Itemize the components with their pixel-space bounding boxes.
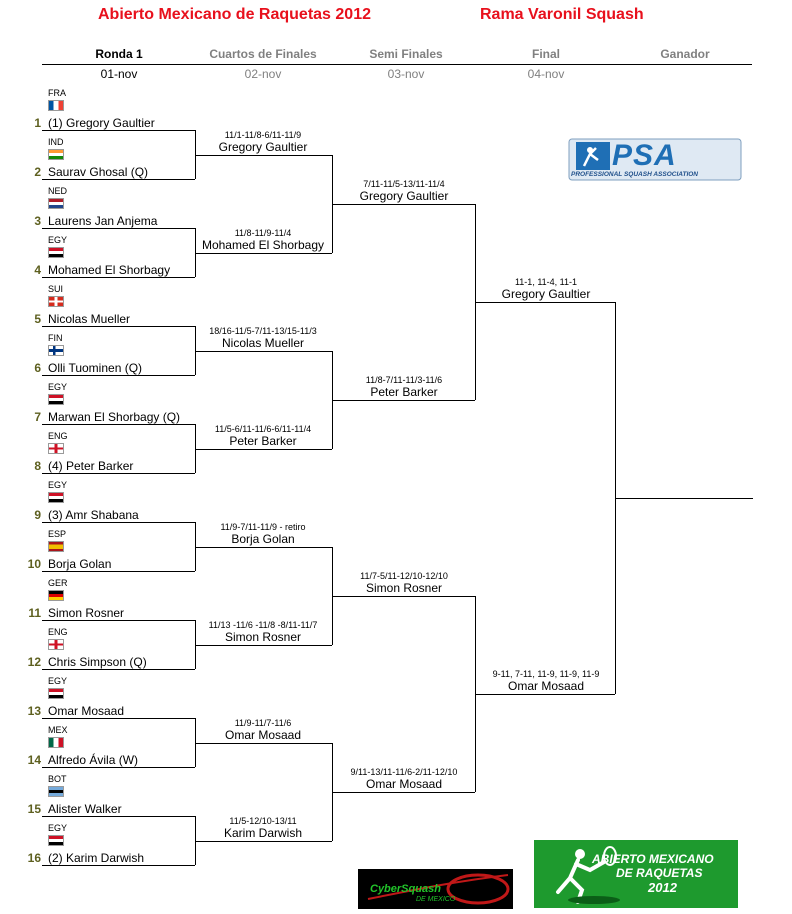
ger-flag-icon [48,590,64,601]
fin-flag-icon [48,345,64,356]
player-name[interactable]: Mohamed El Shorbagy [48,263,171,277]
match-winner[interactable]: Omar Mosaad [365,776,443,791]
bracket-line [615,498,753,499]
country-code: NED [48,186,68,196]
match-winner[interactable]: Gregory Gaultier [218,139,308,154]
amr-logo-line1: ABIERTO MEXICANO [592,852,714,866]
bracket-line [42,375,195,376]
draw-position: 2 [34,165,41,179]
bracket-line [42,620,195,621]
bracket-line [42,277,195,278]
egy-flag-icon [48,688,64,699]
country-code: ENG [48,627,68,637]
match-score: 11/8-11/9-11/4 [234,227,292,238]
round-header: Ganador [660,47,710,61]
country-code: FRA [48,88,66,98]
match-score: 11/8-7/11-11/3-11/6 [365,374,443,385]
eng-flag-icon [48,639,64,650]
round-date: 02-nov [244,67,282,81]
draw-position: 9 [34,508,41,522]
country-code: IND [48,137,64,147]
bracket-line [475,694,615,695]
eng-flag-icon [48,443,64,454]
bracket-line [332,400,475,401]
round-header: Cuartos de Finales [209,47,317,61]
player-name[interactable]: Alfredo Ávila (W) [48,753,139,767]
bracket-line [42,424,195,425]
country-code: EGY [48,823,68,833]
draw-position: 1 [34,116,41,130]
match-winner[interactable]: Mohamed El Shorbagy [201,237,325,252]
match-score: 11/7-5/11-12/10-12/10 [360,570,448,581]
bracket-line [475,302,615,303]
bracket-line [42,767,195,768]
match-score: 11/13 -11/6 -11/8 -8/11-11/7 [208,619,318,630]
match-winner[interactable]: Simon Rosner [224,629,302,644]
player-name[interactable]: Simon Rosner [48,606,125,620]
country-code: EGY [48,676,68,686]
draw-position: 13 [27,704,41,718]
bracket-line [195,351,332,352]
abierto-mexicano-logo [534,840,738,908]
bracket-line [42,816,195,817]
bracket-line [42,326,195,327]
match-score: 11/1-11/8-6/11-11/9 [224,129,302,140]
country-code: EGY [48,480,68,490]
country-code: MEX [48,725,68,735]
bracket-line [195,841,332,842]
bracket-line [195,449,332,450]
round-date: 04-nov [527,67,565,81]
draw-position: 12 [27,655,41,669]
match-winner[interactable]: Simon Rosner [365,580,443,595]
ned-flag-icon [48,198,64,209]
draw-position: 16 [27,851,41,865]
cybersquash-logo [358,869,513,909]
bracket-line [195,253,332,254]
match-winner[interactable]: Omar Mosaad [507,678,585,693]
player-name[interactable]: Borja Golan [48,557,112,571]
player-name[interactable]: (4) Peter Barker [48,459,134,473]
player-name[interactable]: Nicolas Mueller [48,312,131,326]
match-winner[interactable]: Peter Barker [370,384,438,399]
player-name[interactable]: Chris Simpson (Q) [48,655,147,669]
draw-position: 7 [34,410,41,424]
player-name[interactable]: (1) Gregory Gaultier [48,116,155,130]
match-winner[interactable]: Nicolas Mueller [221,335,305,350]
psa-logo-subtext: PROFESSIONAL SQUASH ASSOCIATION [571,171,699,178]
country-code: ESP [48,529,67,539]
match-winner[interactable]: Peter Barker [229,433,297,448]
division-title: Rama Varonil Squash [480,6,644,23]
bracket-line [332,596,475,597]
egy-flag-icon [48,247,64,258]
round-header: Ronda 1 [95,47,143,61]
match-score: 9/11-13/11-11/6-2/11-12/10 [350,766,458,777]
round-date: 01-nov [100,67,138,81]
round-date: 03-nov [387,67,425,81]
esp-flag-icon [48,541,64,552]
bracket-line [42,130,195,131]
draw-position: 8 [34,459,41,473]
player-name[interactable]: (2) Karim Darwish [48,851,145,865]
match-score: 18/16-11/5-7/11-13/15-11/3 [209,325,317,336]
match-winner[interactable]: Omar Mosaad [224,727,302,742]
country-code: GER [48,578,68,588]
match-winner[interactable]: Borja Golan [231,531,295,546]
cybersquash-logo-text: CyberSquash [370,883,441,895]
bracket-line [42,179,195,180]
draw-position: 3 [34,214,41,228]
player-name[interactable]: Laurens Jan Anjema [48,214,158,228]
draw-position: 14 [27,753,41,767]
bracket-line [42,228,195,229]
egy-flag-icon [48,492,64,503]
cybersquash-logo-subtext: DE MEXICO [416,896,456,903]
country-code: FIN [48,333,63,343]
match-winner[interactable]: Gregory Gaultier [501,286,591,301]
ind-flag-icon [48,149,64,160]
amr-logo-line3: 2012 [648,880,677,895]
match-score: 11-1, 11-4, 11-1 [514,276,578,287]
draw-position: 4 [34,263,41,277]
bracket-line [332,204,475,205]
egy-flag-icon [48,835,64,846]
psa-logo-text: PSA [612,139,677,172]
draw-position: 11 [28,606,41,620]
mex-flag-icon [48,737,64,748]
country-code: BOT [48,774,67,784]
egy-flag-icon [48,394,64,405]
match-score: 9-11, 7-11, 11-9, 11-9, 11-9 [492,668,600,679]
country-code: EGY [48,382,68,392]
header-rule [42,64,752,65]
player-name[interactable]: Marwan El Shorbagy (Q) [48,410,181,424]
player-name[interactable]: Olli Tuominen (Q) [48,361,143,375]
round-header: Semi Finales [369,47,443,61]
match-score: 11/9-7/11-11/9 - retiro [220,521,306,532]
bracket-line [42,473,195,474]
sui-flag-icon [48,296,64,307]
bracket-line [195,645,332,646]
player-name[interactable]: Omar Mosaad [48,704,125,718]
match-score: 11/9-11/7-11/6 [234,717,292,728]
country-code: EGY [48,235,68,245]
country-code: SUI [48,284,64,294]
player-name[interactable]: (3) Amr Shabana [48,508,139,522]
amr-logo-line2: DE RAQUETAS [616,866,703,880]
fra-flag-icon [48,100,64,111]
match-score: 11/5-6/11-11/6-6/11-11/4 [214,423,312,434]
bracket-line [42,865,195,866]
match-winner[interactable]: Gregory Gaultier [359,188,449,203]
match-score: 11/5-12/10-13/11 [229,815,297,826]
round-header: Final [531,47,560,61]
bot-flag-icon [48,786,64,797]
draw-position: 6 [34,361,41,375]
draw-position: 15 [27,802,41,816]
bracket-line [42,669,195,670]
bracket-line [42,522,195,523]
match-winner[interactable]: Karim Darwish [223,825,302,840]
tournament-title: Abierto Mexicano de Raquetas 2012 [98,6,371,23]
bracket-line [195,743,332,744]
bracket-line [42,718,195,719]
bracket-line [195,155,332,156]
bracket-line [195,547,332,548]
draw-position: 10 [27,557,41,571]
bracket-line [332,792,475,793]
player-name[interactable]: Saurav Ghosal (Q) [48,165,149,179]
player-name[interactable]: Alister Walker [48,802,122,816]
draw-position: 5 [34,312,41,326]
psa-logo [568,138,742,181]
country-code: ENG [48,431,68,441]
bracket-line [42,571,195,572]
match-score: 7/11-11/5-13/11-11/4 [363,178,445,189]
